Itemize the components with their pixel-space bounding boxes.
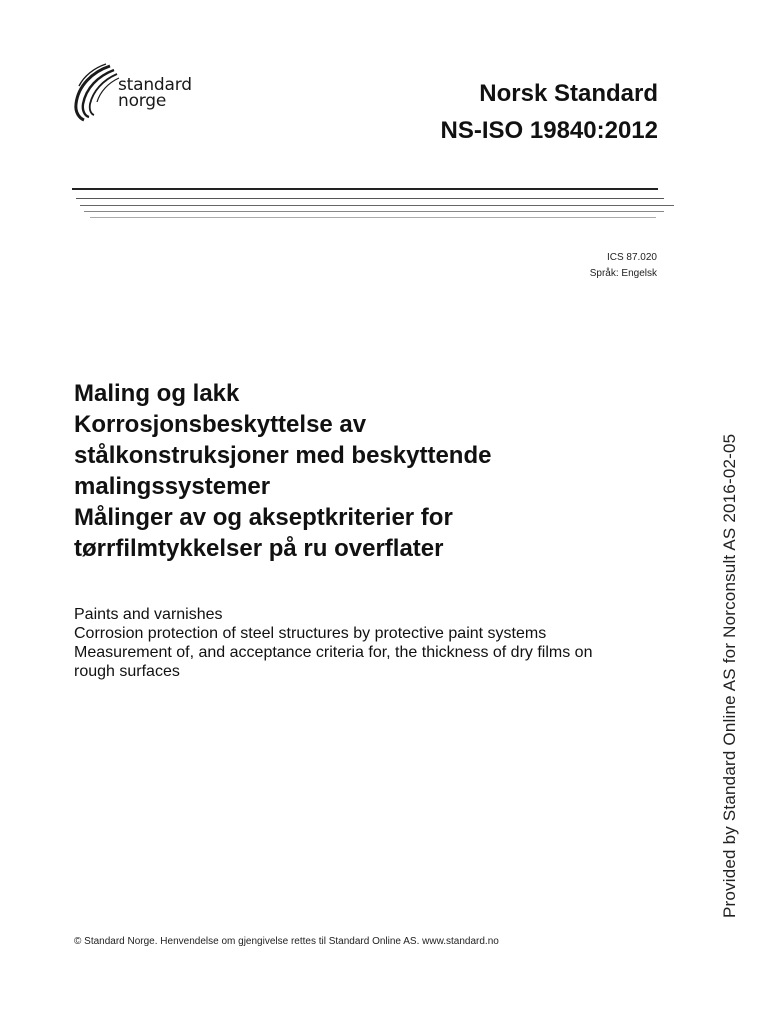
header-rule (76, 198, 664, 199)
provenance-note (700, 210, 740, 918)
norwegian-title-line: Maling og lakk (74, 380, 240, 407)
ics-code: ICS 87.020 (606, 252, 657, 263)
standard-type-title: Norsk Standard (479, 80, 658, 107)
header-rule (72, 188, 658, 190)
header-rule (90, 217, 656, 218)
logo-line-standard: standard (118, 75, 192, 95)
norwegian-title (74, 378, 634, 564)
norwegian-title-line: malingssystemer (74, 473, 271, 500)
logo-line-norge: norge (118, 91, 167, 111)
english-title (74, 605, 674, 681)
norwegian-title-line: Korrosjonsbeskyttelse av (74, 411, 367, 438)
norwegian-title-line: tørrfilmtykkelser på ru overflater (74, 535, 444, 562)
logo-wordmark (118, 77, 192, 109)
english-title-line: Paints and varnishes (74, 606, 223, 623)
header-rule (84, 211, 664, 212)
standard-norge-swoosh-icon (70, 62, 120, 124)
language-label: Språk: Engelsk (589, 268, 657, 279)
norwegian-title-line: stålkonstruksjoner med beskyttende (74, 442, 492, 469)
standard-norge-logo (70, 62, 210, 124)
provenance-text: Provided by Standard Online AS for Norconsult AS 2016-02-05 (720, 433, 739, 918)
english-title-line: Corrosion protection of steel structures by protective paint systems (74, 625, 547, 642)
english-title-line: Measurement of, and acceptance criteria for, the thickness of dry films on (74, 644, 593, 661)
standard-number: NS-ISO 19840:2012 (440, 117, 658, 144)
header-rule (80, 205, 674, 206)
norwegian-title-line: Målinger av og akseptkriterier for (74, 504, 453, 531)
english-title-line: rough surfaces (74, 663, 180, 680)
document-metadata (590, 250, 657, 282)
copyright-footer: © Standard Norge. Henvendelse om gjengivelse rettes til Standard Online AS. www.standard.no (74, 936, 499, 947)
